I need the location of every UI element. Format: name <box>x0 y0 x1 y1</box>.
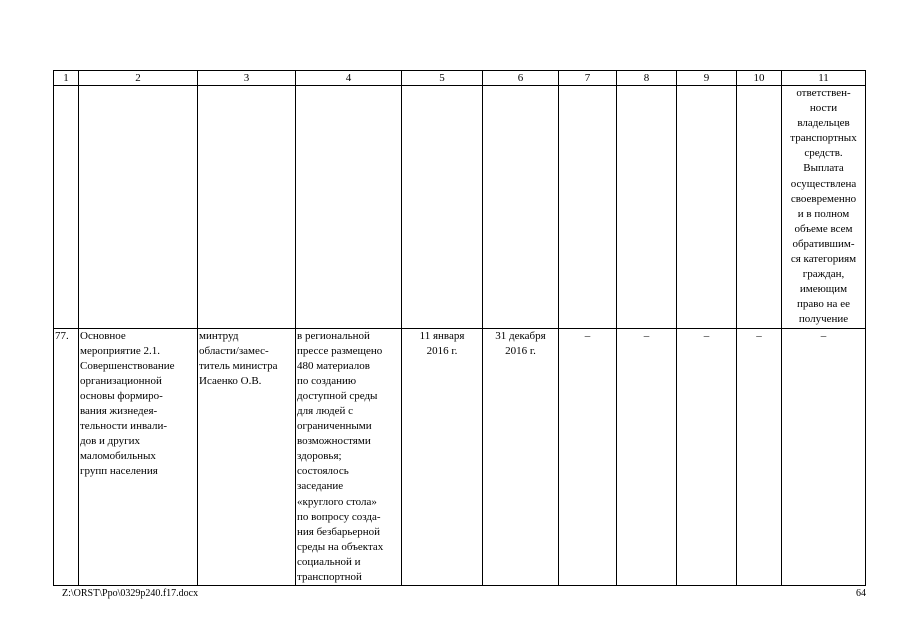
empty-cell <box>198 86 296 329</box>
col8-cell: – <box>617 328 677 586</box>
empty-cell <box>737 86 782 329</box>
header-cell: 9 <box>677 71 737 86</box>
header-cell: 2 <box>79 71 198 86</box>
col11-cell: – <box>782 328 866 586</box>
empty-cell <box>296 86 402 329</box>
table-row-77 <box>54 328 866 586</box>
col10-cell: – <box>737 328 782 586</box>
header-cell: 10 <box>737 71 782 86</box>
header-row <box>54 71 866 86</box>
empty-cell <box>617 86 677 329</box>
start-date-cell: 11 января 2016 г. <box>402 328 483 586</box>
empty-cell <box>79 86 198 329</box>
empty-cell <box>54 86 79 329</box>
empty-cell <box>483 86 559 329</box>
header-cell: 3 <box>198 71 296 86</box>
empty-cell <box>402 86 483 329</box>
header-cell: 11 <box>782 71 866 86</box>
header-cell: 5 <box>402 71 483 86</box>
table-row-continued <box>54 86 866 329</box>
end-date-cell: 31 декабря 2016 г. <box>483 328 559 586</box>
col9-cell: – <box>677 328 737 586</box>
col7-cell: – <box>559 328 617 586</box>
header-cell: 4 <box>296 71 402 86</box>
footer-page-number: 64 <box>856 588 866 599</box>
result-cell: в региональной прессе размещено 480 материалов по созданию доступной среды для людей с ограниченными возможностями здоровья; состоялось заседание «круглого стола» по вопросу созда- ния безбарьерной среды на объектах социальной и транспортной <box>296 328 402 586</box>
empty-cell <box>677 86 737 329</box>
row-number-cell: 77. <box>54 328 79 586</box>
header-cell: 7 <box>559 71 617 86</box>
main-table <box>53 70 866 586</box>
header-cell: 1 <box>54 71 79 86</box>
responsible-cell: минтруд области/замес- титель министра Исаенко О.В. <box>198 328 296 586</box>
result-note-cell: ответствен- ности владельцев транспортных средств. Выплата осуществлена своевременно и в полном объеме всем обратившим- ся категориям граждан, имеющим право на ее получение <box>782 86 866 329</box>
header-cell: 8 <box>617 71 677 86</box>
footer-file-path: Z:\ORST\Ppo\0329p240.f17.docx <box>62 588 199 599</box>
header-cell: 6 <box>483 71 559 86</box>
empty-cell <box>559 86 617 329</box>
event-cell: Основное мероприятие 2.1. Совершенствование организационной основы формиро- вания жизнедея- тельности инвали- дов и других маломобильных групп населения <box>79 328 198 586</box>
